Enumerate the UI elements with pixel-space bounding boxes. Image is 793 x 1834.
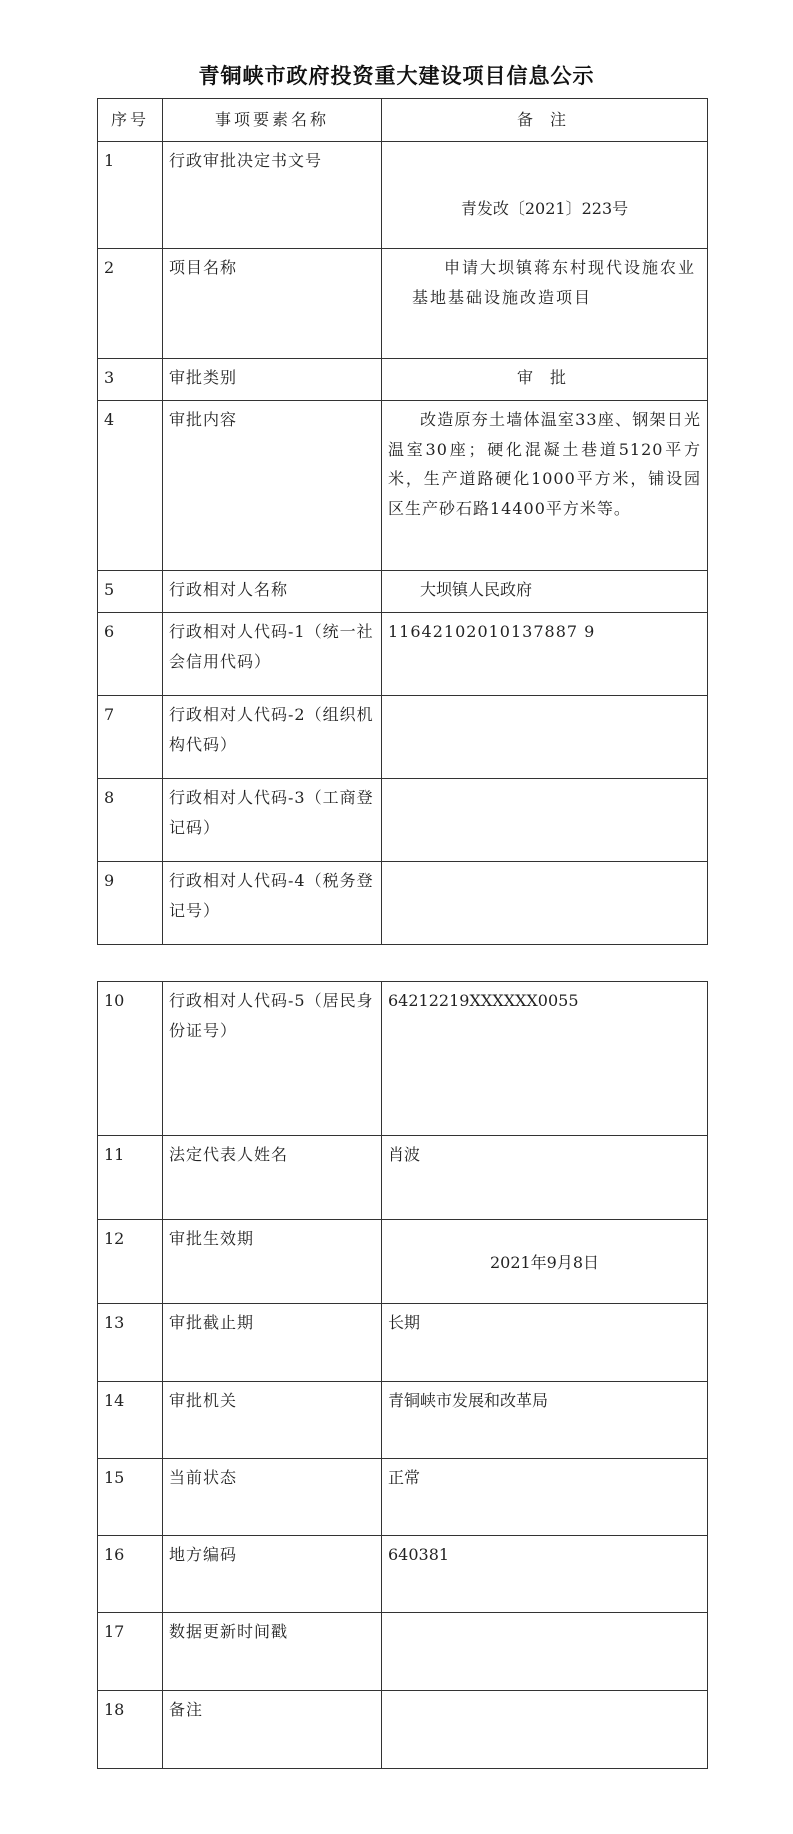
row-number: 1 (98, 142, 163, 249)
header-note: 备 注 (382, 99, 708, 142)
row-label: 行政相对人代码-5（居民身份证号） (163, 982, 382, 1136)
row-number: 16 (98, 1536, 163, 1613)
row-label: 行政审批决定书文号 (163, 142, 382, 249)
row-label: 当前状态 (163, 1459, 382, 1536)
row-value (382, 696, 708, 779)
row-label: 法定代表人姓名 (163, 1136, 382, 1220)
row-value: 审 批 (382, 359, 708, 401)
row-label: 审批内容 (163, 401, 382, 571)
row-label: 备注 (163, 1691, 382, 1769)
row-number: 14 (98, 1382, 163, 1459)
table-row (98, 779, 708, 862)
row-number: 17 (98, 1613, 163, 1691)
row-value (382, 779, 708, 862)
row-value: 青发改〔2021〕223号 (382, 142, 708, 249)
row-label: 审批截止期 (163, 1304, 382, 1382)
row-label: 审批类别 (163, 359, 382, 401)
table-row (98, 1459, 708, 1536)
table-row (98, 862, 708, 945)
table-row (98, 401, 708, 571)
row-label: 行政相对人名称 (163, 571, 382, 613)
row-label: 行政相对人代码-2（组织机构代码） (163, 696, 382, 779)
row-number: 3 (98, 359, 163, 401)
row-value (382, 1613, 708, 1691)
row-value: 2021年9月8日 (382, 1220, 708, 1304)
table-row (98, 1382, 708, 1459)
table-header-row (98, 99, 708, 142)
table-row (98, 249, 708, 359)
row-label: 行政相对人代码-1（统一社会信用代码） (163, 613, 382, 696)
row-number: 7 (98, 696, 163, 779)
row-number: 18 (98, 1691, 163, 1769)
table-row (98, 613, 708, 696)
row-number: 2 (98, 249, 163, 359)
row-value: 改造原夯土墙体温室33座、钢架日光温室30座；硬化混凝土巷道5120平方米，生产道路硬化1000平方米，铺设园区生产砂石路14400平方米等。 (382, 401, 708, 571)
info-table-part-1 (97, 98, 708, 945)
row-number: 9 (98, 862, 163, 945)
table-row (98, 1220, 708, 1304)
row-label: 项目名称 (163, 249, 382, 359)
row-number: 8 (98, 779, 163, 862)
row-value: 正常 (382, 1459, 708, 1536)
table-row (98, 1536, 708, 1613)
row-label: 地方编码 (163, 1536, 382, 1613)
row-label: 行政相对人代码-3（工商登记码） (163, 779, 382, 862)
row-label: 审批生效期 (163, 1220, 382, 1304)
table-row (98, 1136, 708, 1220)
row-value: 大坝镇人民政府 (382, 571, 708, 613)
row-label: 审批机关 (163, 1382, 382, 1459)
row-number: 11 (98, 1136, 163, 1220)
info-table-part-2 (97, 981, 708, 1769)
row-number: 12 (98, 1220, 163, 1304)
table-row (98, 142, 708, 249)
row-number: 4 (98, 401, 163, 571)
row-value: 青铜峡市发展和改革局 (382, 1382, 708, 1459)
row-value (382, 862, 708, 945)
row-value: 申请大坝镇蒋东村现代设施农业基地基础设施改造项目 (382, 249, 708, 359)
table-row (98, 1691, 708, 1769)
table-row (98, 571, 708, 613)
row-value: 11642102010137887 9 (382, 613, 708, 696)
row-value: 640381 (382, 1536, 708, 1613)
table-row (98, 1613, 708, 1691)
table-row (98, 359, 708, 401)
row-label: 数据更新时间戳 (163, 1613, 382, 1691)
row-value: 肖波 (382, 1136, 708, 1220)
header-seq: 序号 (98, 99, 163, 142)
row-number: 15 (98, 1459, 163, 1536)
table-row (98, 696, 708, 779)
row-value: 长期 (382, 1304, 708, 1382)
table-row (98, 982, 708, 1136)
row-number: 13 (98, 1304, 163, 1382)
row-label: 行政相对人代码-4（税务登记号） (163, 862, 382, 945)
row-value: 64212219XXXXXX0055 (382, 982, 708, 1136)
row-number: 10 (98, 982, 163, 1136)
row-number: 5 (98, 571, 163, 613)
row-value (382, 1691, 708, 1769)
table-row (98, 1304, 708, 1382)
row-number: 6 (98, 613, 163, 696)
page-title: 青铜峡市政府投资重大建设项目信息公示 (198, 64, 595, 88)
header-item: 事项要素名称 (163, 99, 382, 142)
